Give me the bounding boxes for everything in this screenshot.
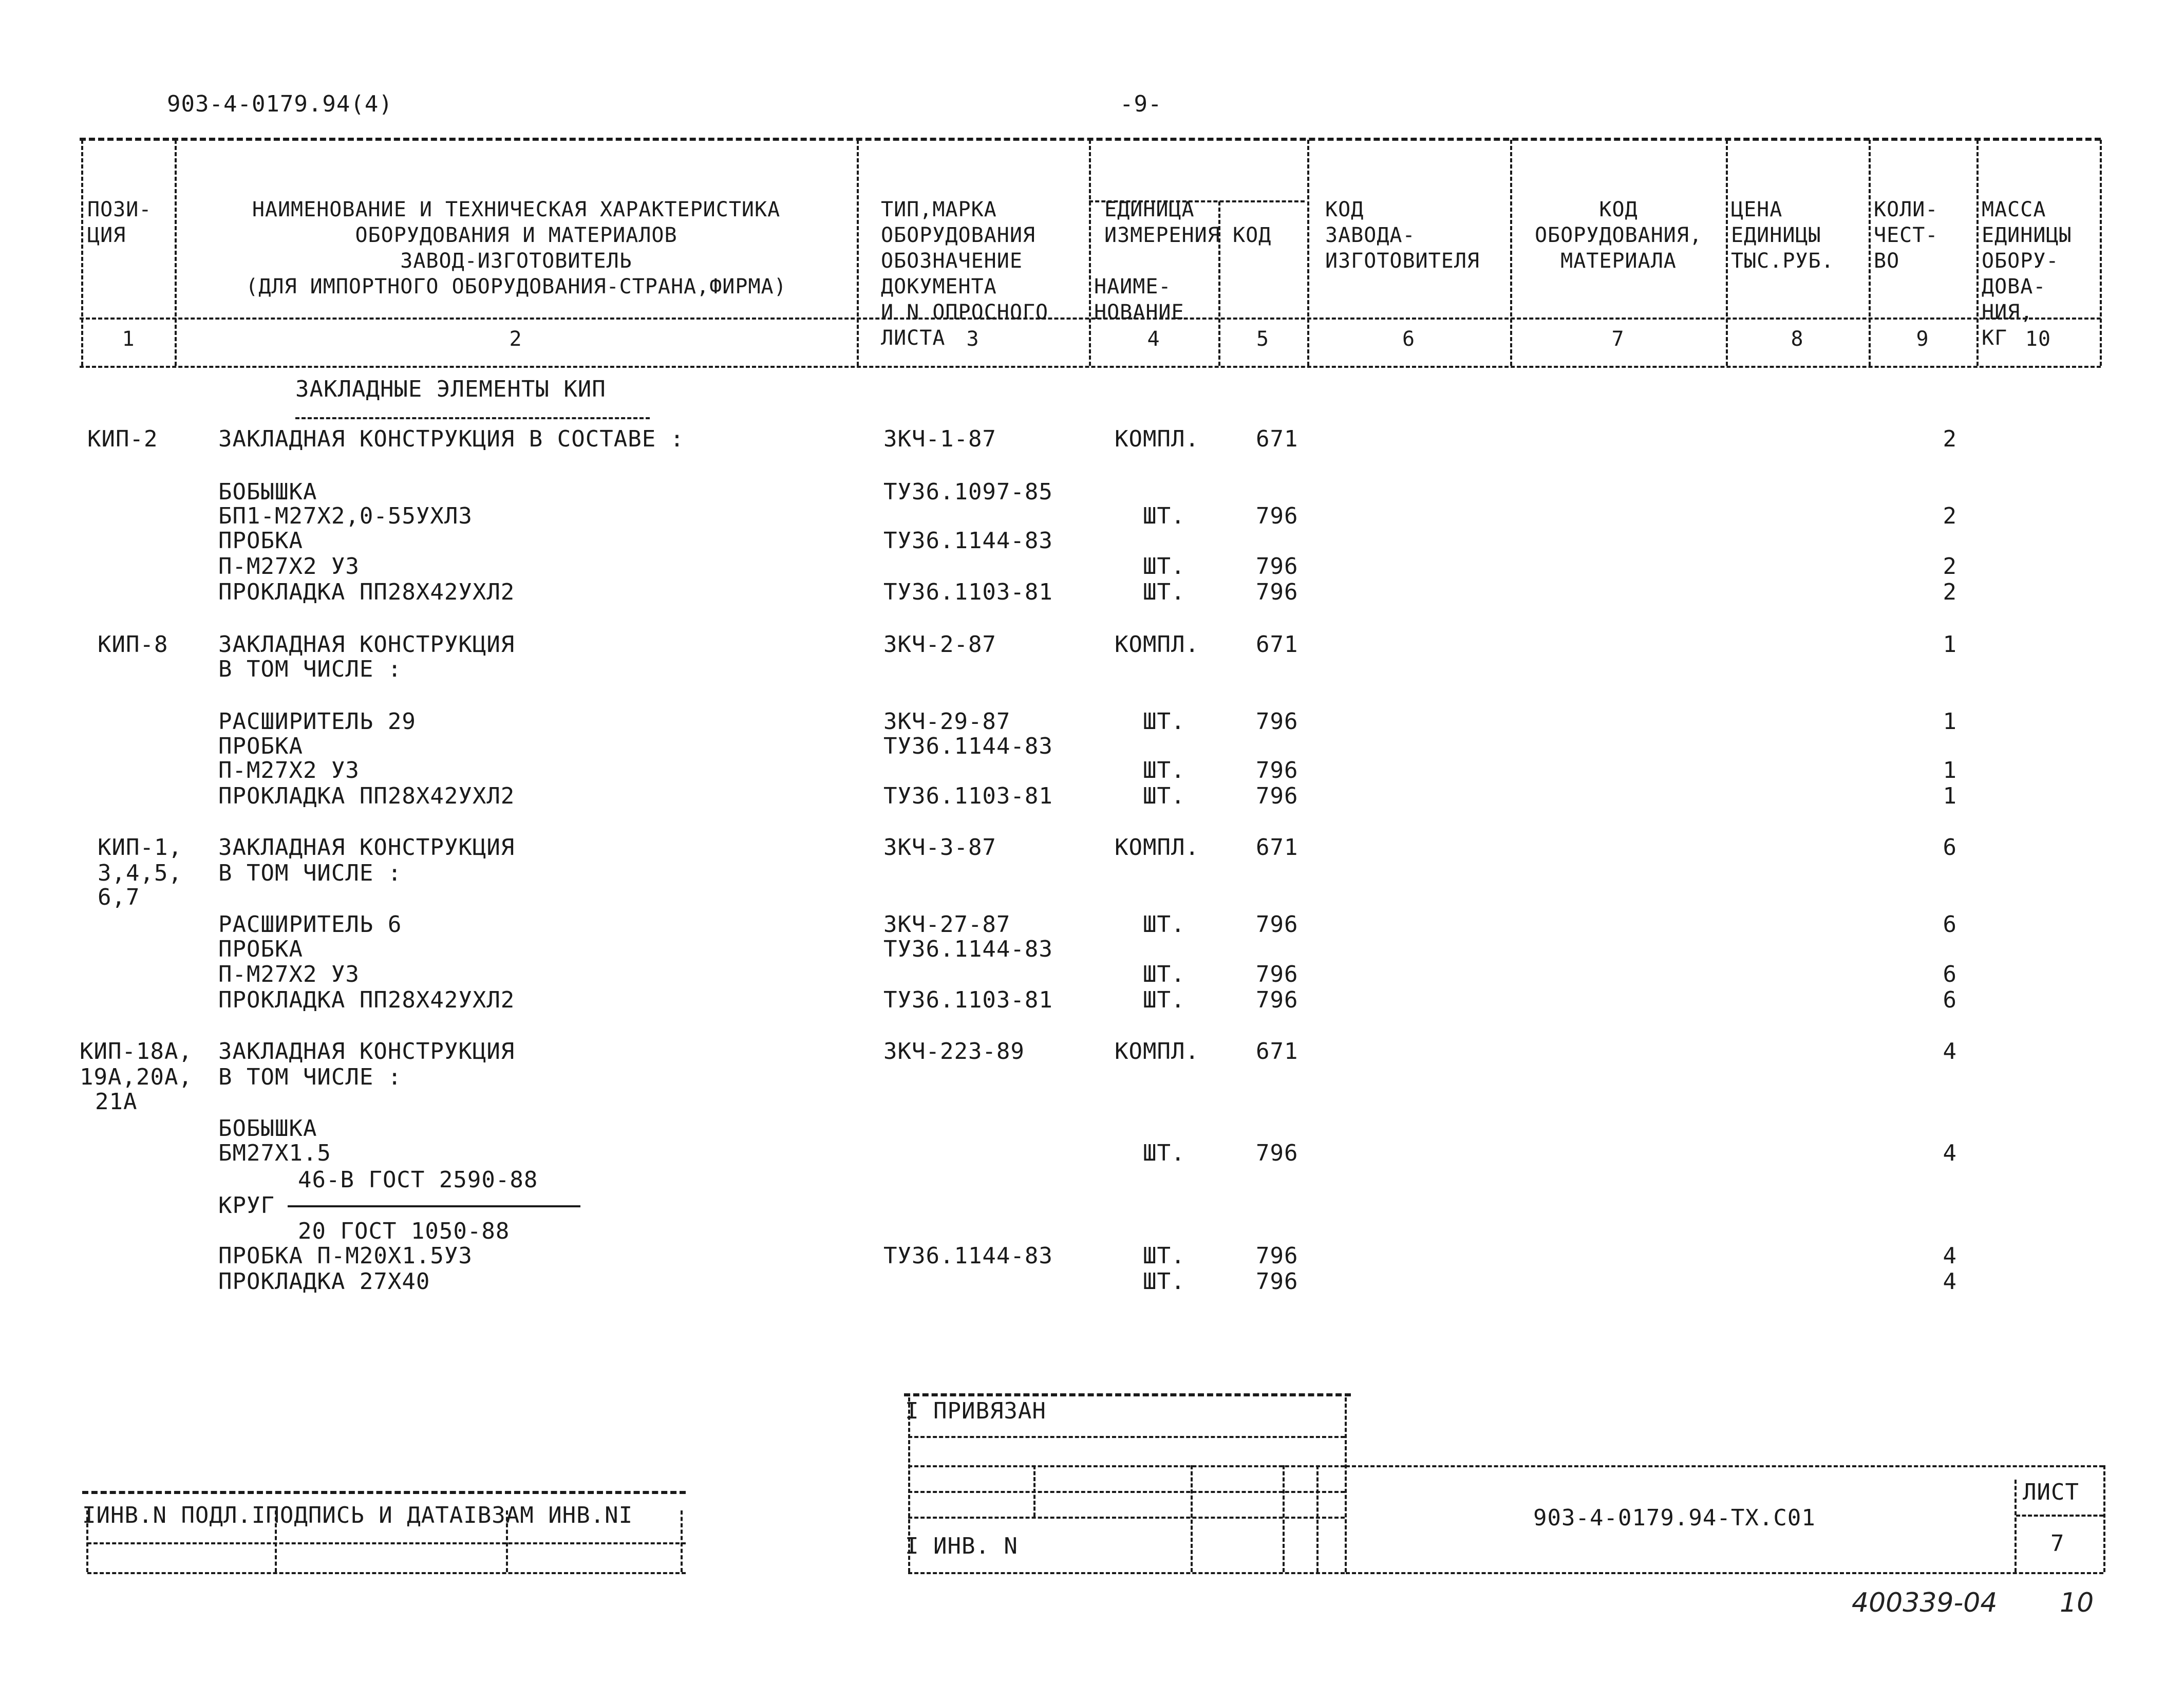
row-pos: 19А,20А, bbox=[80, 1064, 193, 1090]
stamp-rule bbox=[908, 1465, 1345, 1467]
row-type: ТУ36.1097-85 bbox=[883, 479, 1053, 505]
row-code: 796 bbox=[1256, 911, 1298, 938]
inv-n-label: ИНВ. N bbox=[933, 1533, 1018, 1559]
colnum-4: 4 bbox=[1147, 327, 1160, 351]
row-code: 796 bbox=[1256, 757, 1298, 783]
row-name: 46-В ГОСТ 2590-88 bbox=[298, 1167, 538, 1193]
row-type: ТУ36.1144-83 bbox=[883, 733, 1053, 759]
document-code-top: 903-4-0179.94(4) bbox=[167, 91, 393, 117]
header-col1: ПОЗИ- ЦИЯ bbox=[87, 198, 152, 247]
row-qty: 1 bbox=[1943, 631, 1957, 658]
row-qty: 2 bbox=[1943, 426, 1957, 452]
row-name: ПРОБКА bbox=[218, 733, 303, 759]
row-code: 796 bbox=[1256, 553, 1298, 580]
page-number: -9- bbox=[1120, 91, 1162, 117]
row-name: В ТОМ ЧИСЛЕ : bbox=[218, 656, 402, 682]
header-col7: КОД ОБОРУДОВАНИЯ, МАТЕРИАЛА bbox=[1534, 198, 1703, 273]
stamp-sep bbox=[2014, 1480, 2017, 1572]
row-name: ЗАКЛАДНАЯ КОНСТРУКЦИЯ bbox=[218, 1038, 515, 1065]
row-qty: 4 bbox=[1943, 1268, 1957, 1295]
row-name: РАСШИРИТЕЛЬ 6 bbox=[218, 911, 402, 938]
row-code: 796 bbox=[1256, 1243, 1298, 1269]
row-type: ТУ36.1103-81 bbox=[883, 579, 1053, 605]
row-name: 20 ГОСТ 1050-88 bbox=[298, 1218, 510, 1244]
header-col5: КОД bbox=[1233, 223, 1272, 247]
row-pos: 21А bbox=[95, 1089, 138, 1115]
row-pos: КИП-2 bbox=[87, 426, 158, 452]
row-name: ПРОБКА bbox=[218, 528, 303, 554]
row-code: 796 bbox=[1256, 783, 1298, 809]
row-type: ЗКЧ-2-87 bbox=[883, 631, 996, 658]
stamp-rule bbox=[908, 1572, 1345, 1574]
col-sep bbox=[2100, 140, 2102, 366]
archive-headers: IИНВ.N ПОДЛ.IПОДПИСЬ И ДАТАIВЗАМ ИНВ.NI bbox=[82, 1502, 633, 1528]
stamp-sep bbox=[275, 1510, 277, 1572]
stamp-sep bbox=[2103, 1465, 2105, 1572]
row-unit: ШТ. bbox=[1143, 708, 1185, 735]
row-code: 796 bbox=[1256, 987, 1298, 1013]
stamp-rule bbox=[1346, 1572, 2103, 1574]
stamp-rule bbox=[904, 1393, 1351, 1396]
row-type: ЗКЧ-29-87 bbox=[883, 708, 1011, 735]
row-type: ЗКЧ-1-87 bbox=[883, 426, 996, 452]
stamp-sep bbox=[506, 1510, 508, 1572]
row-code: 671 bbox=[1256, 1038, 1298, 1065]
row-unit: КОМПЛ. bbox=[1115, 834, 1199, 861]
colnum-2: 2 bbox=[509, 327, 522, 351]
stamp-sep bbox=[1191, 1465, 1193, 1572]
header-col10: МАССА ЕДИНИЦЫ ОБОРУ- ДОВА- НИЯ, КГ bbox=[1982, 198, 2072, 350]
stamp-sep bbox=[86, 1510, 88, 1572]
row-qty: 6 bbox=[1943, 961, 1957, 987]
row-qty: 2 bbox=[1943, 553, 1957, 580]
row-qty: 1 bbox=[1943, 708, 1957, 735]
row-name: БП1-М27Х2,0-55УХЛ3 bbox=[218, 503, 473, 529]
section-title: ЗАКЛАДНЫЕ ЭЛЕМЕНТЫ КИП bbox=[295, 376, 606, 402]
row-pos: КИП-18А, bbox=[80, 1038, 193, 1065]
row-unit: ШТ. bbox=[1143, 553, 1185, 580]
row-unit: ШТ. bbox=[1143, 579, 1185, 605]
header-col6: КОД ЗАВОДА- ИЗГОТОВИТЕЛЯ bbox=[1325, 198, 1480, 273]
numbers-bottom-rule bbox=[80, 366, 2101, 368]
row-name: ПРОКЛАДКА ПП28Х42УХЛ2 bbox=[218, 783, 515, 809]
privyazan-label: ПРИВЯЗАН bbox=[933, 1398, 1046, 1424]
row-name: ПРОКЛАДКА ПП28Х42УХЛ2 bbox=[218, 987, 515, 1013]
stamp-privyazan: I ПРИВЯЗАН bbox=[905, 1398, 1046, 1424]
row-qty: 6 bbox=[1943, 911, 1957, 938]
stamp-rule bbox=[1346, 1465, 2103, 1467]
stamp-sep bbox=[1033, 1465, 1035, 1517]
row-unit: ШТ. bbox=[1143, 1268, 1185, 1295]
sheet-label: ЛИСТ bbox=[2023, 1479, 2079, 1505]
colnum-5: 5 bbox=[1256, 327, 1270, 351]
row-unit: КОМПЛ. bbox=[1115, 1038, 1199, 1065]
stamp-rule bbox=[908, 1436, 1345, 1438]
row-unit: ШТ. bbox=[1143, 961, 1185, 987]
colnum-8: 8 bbox=[1791, 327, 1804, 351]
row-pos: КИП-1, bbox=[98, 834, 182, 861]
row-type: ТУ36.1103-81 bbox=[883, 783, 1053, 809]
sheet-number: 7 bbox=[2050, 1530, 2065, 1557]
header-col9: КОЛИ- ЧЕСТ- ВО bbox=[1874, 198, 1938, 273]
colnum-10: 10 bbox=[2025, 327, 2051, 351]
row-name: ЗАКЛАДНАЯ КОНСТРУКЦИЯ bbox=[218, 834, 515, 861]
row-name: П-М27Х2 У3 bbox=[218, 961, 360, 987]
stamp-rule bbox=[2016, 1515, 2103, 1517]
row-qty: 4 bbox=[1943, 1038, 1957, 1065]
row-name: ПРОБКА П-М20Х1.5У3 bbox=[218, 1243, 473, 1269]
header-col4: НАИМЕ- НОВАНИЕ bbox=[1094, 275, 1184, 324]
row-name: ПРОКЛАДКА ПП28Х42УХЛ2 bbox=[218, 579, 515, 605]
row-qty: 1 bbox=[1943, 783, 1957, 809]
row-qty: 6 bbox=[1943, 987, 1957, 1013]
handwritten-page-number: 10 bbox=[2060, 1588, 2094, 1618]
row-code: 796 bbox=[1256, 579, 1298, 605]
stamp-sep bbox=[1316, 1465, 1319, 1572]
header-col8: ЦЕНА ЕДИНИЦЫ ТЫС.РУБ. bbox=[1731, 198, 1834, 273]
stamp-sep bbox=[1345, 1397, 1347, 1572]
row-unit: ШТ. bbox=[1143, 987, 1185, 1013]
row-name: ЗАКЛАДНАЯ КОНСТРУКЦИЯ В СОСТАВЕ : bbox=[218, 426, 685, 452]
row-name: П-М27Х2 У3 bbox=[218, 757, 360, 783]
row-unit: КОМПЛ. bbox=[1115, 631, 1199, 658]
row-name: КРУГ bbox=[218, 1192, 275, 1219]
colnum-9: 9 bbox=[1916, 327, 1929, 351]
archive-headers-text: ИНВ.N ПОДЛ.IПОДПИСЬ И ДАТАIВЗАМ ИНВ.N bbox=[96, 1502, 619, 1528]
stamp-sep bbox=[681, 1510, 683, 1572]
row-code: 796 bbox=[1256, 1140, 1298, 1166]
row-name: П-М27Х2 У3 bbox=[218, 553, 360, 580]
row-type: ТУ36.1144-83 bbox=[883, 528, 1053, 554]
header-col3: ТИП,МАРКА ОБОРУДОВАНИЯ ОБОЗНАЧЕНИЕ ДОКУМЕНТА И N ОПРОСНОГО ЛИСТА bbox=[881, 198, 1049, 350]
row-unit: ШТ. bbox=[1143, 757, 1185, 783]
row-unit: ШТ. bbox=[1143, 911, 1185, 938]
row-unit: ШТ. bbox=[1143, 1243, 1185, 1269]
stamp-rule bbox=[82, 1491, 686, 1494]
row-code: 796 bbox=[1256, 1268, 1298, 1295]
stamp-rule bbox=[87, 1542, 686, 1544]
colnum-3: 3 bbox=[966, 327, 980, 351]
row-type: ТУ36.1144-83 bbox=[883, 936, 1053, 962]
row-qty: 6 bbox=[1943, 834, 1957, 861]
row-code: 796 bbox=[1256, 503, 1298, 529]
stamp-rule bbox=[87, 1572, 686, 1574]
row-code: 671 bbox=[1256, 631, 1298, 658]
row-pos: 6,7 bbox=[98, 884, 140, 910]
row-code: 671 bbox=[1256, 834, 1298, 861]
row-qty: 2 bbox=[1943, 503, 1957, 529]
colnum-6: 6 bbox=[1402, 327, 1416, 351]
row-qty: 1 bbox=[1943, 757, 1957, 783]
row-type: ТУ36.1144-83 bbox=[883, 1243, 1053, 1269]
stamp-rule bbox=[908, 1517, 1345, 1519]
row-type: ТУ36.1103-81 bbox=[883, 987, 1053, 1013]
section-title-underline bbox=[295, 417, 650, 419]
row-name: БОБЫШКА bbox=[218, 479, 317, 505]
handwritten-archive-number: 400339-04 bbox=[1852, 1588, 1998, 1618]
row-name: В ТОМ ЧИСЛЕ : bbox=[218, 1064, 402, 1090]
row-type: ЗКЧ-3-87 bbox=[883, 834, 996, 861]
header-col2: НАИМЕНОВАНИЕ И ТЕХНИЧЕСКАЯ ХАРАКТЕРИСТИКА ОБОРУДОВАНИЯ И МАТЕРИАЛОВ ЗАВОД-ИЗГОТОВИТЕЛЬ (ДЛЯ ИМПОРТНОГО ОБОРУДОВАНИЯ-СТРАНА,ФИРМА) bbox=[246, 198, 787, 298]
row-type: ЗКЧ-223-89 bbox=[883, 1038, 1025, 1065]
stamp-sep bbox=[1283, 1465, 1285, 1572]
row-code: 796 bbox=[1256, 708, 1298, 735]
row-code: 671 bbox=[1256, 426, 1298, 452]
row-name: РАСШИРИТЕЛЬ 29 bbox=[218, 708, 416, 735]
row-name: ПРОБКА bbox=[218, 936, 303, 962]
header-col45: ЕДИНИЦА ИЗМЕРЕНИЯ bbox=[1104, 198, 1220, 247]
row-name: БМ27Х1.5 bbox=[218, 1140, 331, 1166]
row-pos: КИП-8 bbox=[98, 631, 168, 658]
row-qty: 4 bbox=[1943, 1243, 1957, 1269]
colnum-7: 7 bbox=[1611, 327, 1625, 351]
doc-code: 903-4-0179.94-ТХ.С01 bbox=[1533, 1505, 1816, 1531]
row-unit: ШТ. bbox=[1143, 1140, 1185, 1166]
row-unit: ШТ. bbox=[1143, 503, 1185, 529]
fraction-line bbox=[288, 1205, 580, 1207]
colnum-1: 1 bbox=[122, 327, 135, 351]
row-qty: 4 bbox=[1943, 1140, 1957, 1166]
row-name: В ТОМ ЧИСЛЕ : bbox=[218, 860, 402, 886]
row-name: ПРОКЛАДКА 27Х40 bbox=[218, 1268, 430, 1295]
stamp-inv: I ИНВ. N bbox=[905, 1533, 1018, 1559]
row-pos: 3,4,5, bbox=[98, 860, 182, 886]
row-unit: ШТ. bbox=[1143, 783, 1185, 809]
row-code: 796 bbox=[1256, 961, 1298, 987]
row-qty: 2 bbox=[1943, 579, 1957, 605]
row-name: ЗАКЛАДНАЯ КОНСТРУКЦИЯ bbox=[218, 631, 515, 658]
stamp-rule bbox=[908, 1491, 1345, 1493]
row-name: БОБЫШКА bbox=[218, 1115, 317, 1142]
row-unit: КОМПЛ. bbox=[1115, 426, 1199, 452]
row-type: ЗКЧ-27-87 bbox=[883, 911, 1011, 938]
